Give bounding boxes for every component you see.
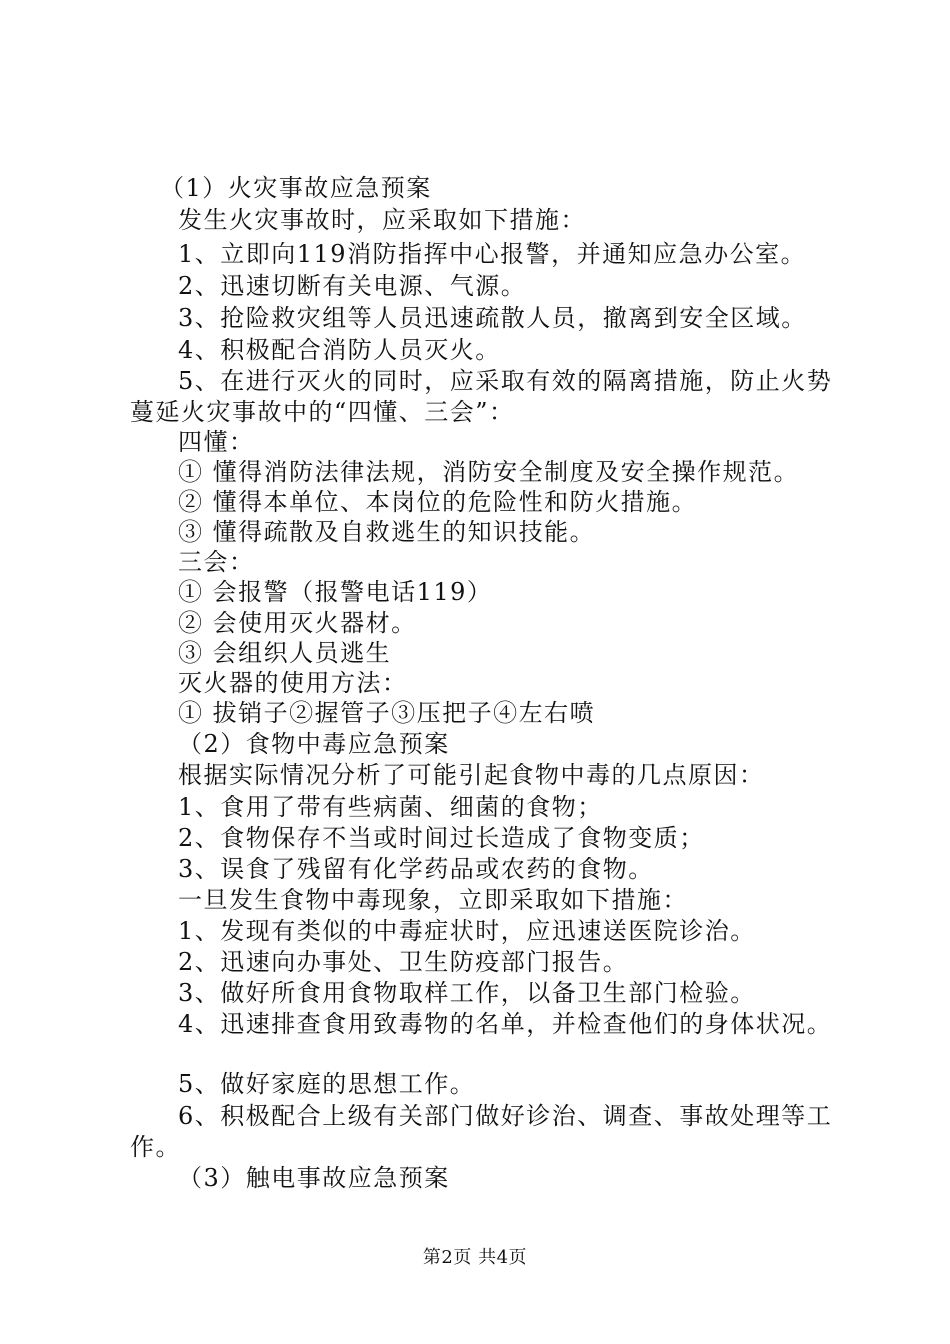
paragraph-line: 发生火灾事故时，应采取如下措施： <box>178 206 586 234</box>
list-item: 5、做好家庭的思想工作。 <box>178 1070 476 1098</box>
paragraph-line: 蔓延火灾事故中的“四懂、三会”： <box>130 398 515 426</box>
list-item: ① 拔销子②握管子③压把子④左右喷 <box>178 699 596 727</box>
list-item: 3、做好所食用食物取样工作，以备卫生部门检验。 <box>178 979 756 1007</box>
list-item: 2、食物保存不当或时间过长造成了食物变质； <box>178 824 705 852</box>
list-item: ③ 懂得疏散及自救逃生的知识技能。 <box>178 518 596 546</box>
page-number-footer: 第2页 共4页 <box>422 1247 528 1268</box>
subheading: 三会： <box>178 548 255 576</box>
paragraph-line: 作。 <box>130 1133 181 1161</box>
list-item: 2、迅速向办事处、卫生防疫部门报告。 <box>178 948 629 976</box>
list-item: 2、迅速切断有关电源、气源。 <box>178 272 527 300</box>
list-item: ③ 会组织人员逃生 <box>178 639 392 667</box>
list-item: 3、抢险救灾组等人员迅速疏散人员，撤离到安全区域。 <box>178 304 807 332</box>
list-item: 1、立即向119消防指挥中心报警，并通知应急办公室。 <box>178 240 807 268</box>
list-item: ② 懂得本单位、本岗位的危险性和防火措施。 <box>178 488 698 516</box>
list-item: ② 会使用灭火器材。 <box>178 609 417 637</box>
list-item: 4、迅速排查食用致毒物的名单，并检查他们的身体状况。 <box>178 1010 833 1038</box>
subheading: 四懂： <box>178 428 255 456</box>
list-item: ① 懂得消防法律法规，消防安全制度及安全操作规范。 <box>178 458 800 486</box>
list-item: ① 会报警（报警电话119） <box>178 578 493 606</box>
section-heading-food: （2）食物中毒应急预案 <box>178 730 450 758</box>
list-item: 4、积极配合消防人员灭火。 <box>178 336 501 364</box>
list-item: 5、在进行灭火的同时，应采取有效的隔离措施，防止火势 <box>178 367 833 395</box>
list-item: 1、发现有类似的中毒症状时，应迅速送医院诊治。 <box>178 917 756 945</box>
subheading: 灭火器的使用方法： <box>178 669 408 697</box>
list-item: 3、误食了残留有化学药品或农药的食物。 <box>178 855 654 883</box>
paragraph-line: 根据实际情况分析了可能引起食物中毒的几点原因： <box>178 761 765 789</box>
section-heading-electric: （3）触电事故应急预案 <box>178 1164 450 1192</box>
list-item: 6、积极配合上级有关部门做好诊治、调查、事故处理等工 <box>178 1102 833 1130</box>
paragraph-line: 一旦发生食物中毒现象，立即采取如下措施： <box>178 886 688 914</box>
list-item: 1、食用了带有些病菌、细菌的食物； <box>178 793 603 821</box>
section-heading-fire: （1）火灾事故应急预案 <box>160 174 432 202</box>
